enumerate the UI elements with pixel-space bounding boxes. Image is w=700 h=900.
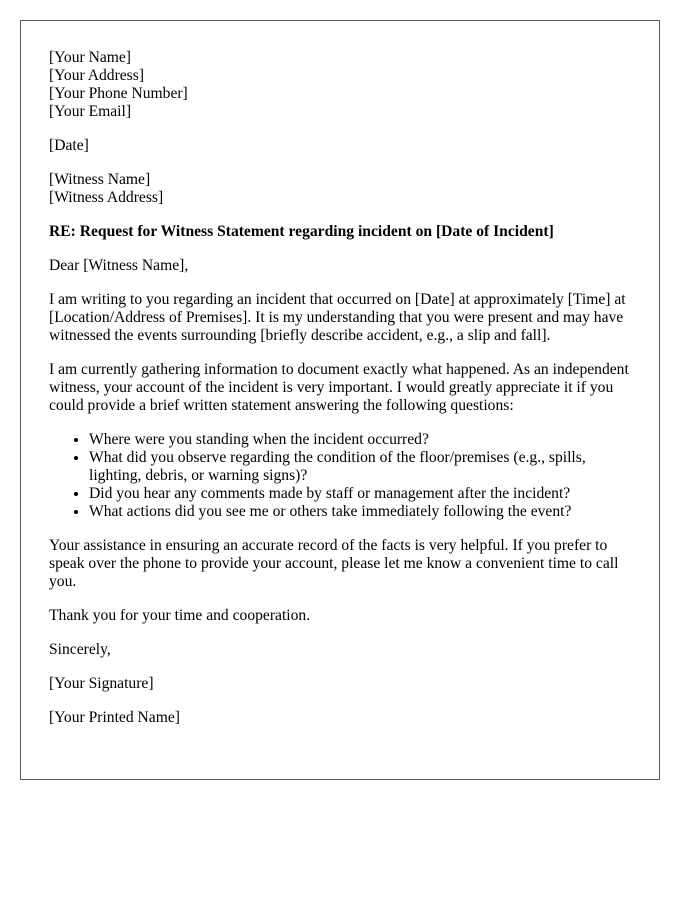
recipient-address: [Witness Address] <box>49 189 164 206</box>
printed-name: [Your Printed Name] <box>49 709 180 726</box>
question-item: • What actions did you see me or others take immediately following the event? <box>89 503 631 521</box>
paragraph-text: Your assistance in ensuring an accurate record of the facts is very helpful. If you prefer to speak over the phone to provide your account, please let me know a convenient time to call you. <box>49 537 619 590</box>
closing-paragraph-1 <box>49 537 631 591</box>
subject-line: RE: Request for Witness Statement regarding incident on [Date of Incident] <box>49 223 554 240</box>
signature: [Your Signature] <box>49 675 154 692</box>
body-paragraph-2 <box>49 361 631 415</box>
date-block <box>49 137 631 155</box>
sender-name: [Your Name] <box>49 49 132 66</box>
printed-name-block <box>49 709 631 727</box>
recipient-name: [Witness Name] <box>49 171 151 188</box>
signature-block <box>49 675 631 693</box>
paragraph-text: I am currently gathering information to document exactly what happened. As an independent witness, your account of the incident is very important. I would greatly appreciate it if you could provide a brief written statement answering the following questions: <box>49 361 629 414</box>
letter-page <box>20 20 660 780</box>
salutation-block <box>49 257 631 275</box>
sender-address: [Your Address] <box>49 67 145 84</box>
salutation: Dear [Witness Name], <box>49 257 189 274</box>
body-paragraph-1 <box>49 291 631 345</box>
signoff-block <box>49 641 631 659</box>
letter-date: [Date] <box>49 137 89 154</box>
sender-block <box>49 49 631 121</box>
question-item: • Did you hear any comments made by staff or management after the incident? <box>89 485 631 503</box>
question-item: • What did you observe regarding the condition of the floor/premises (e.g., spills, lighting, debris, or warning signs)? <box>89 449 631 485</box>
sender-phone: [Your Phone Number] <box>49 85 188 102</box>
question-list <box>49 431 631 521</box>
closing-paragraph-2 <box>49 607 631 625</box>
subject-block <box>49 223 631 241</box>
sender-email: [Your Email] <box>49 103 132 120</box>
signoff: Sincerely, <box>49 641 111 658</box>
paragraph-text: Thank you for your time and cooperation. <box>49 607 311 624</box>
question-item: • Where were you standing when the incident occurred? <box>89 431 631 449</box>
paragraph-text: I am writing to you regarding an incident that occurred on [Date] at approximately [Time] at [Location/Address of Premises]. It is my understanding that you were present and may have witnessed the events surrounding [briefly describe accident, e.g., a slip and fall]. <box>49 291 626 344</box>
recipient-block <box>49 171 631 207</box>
